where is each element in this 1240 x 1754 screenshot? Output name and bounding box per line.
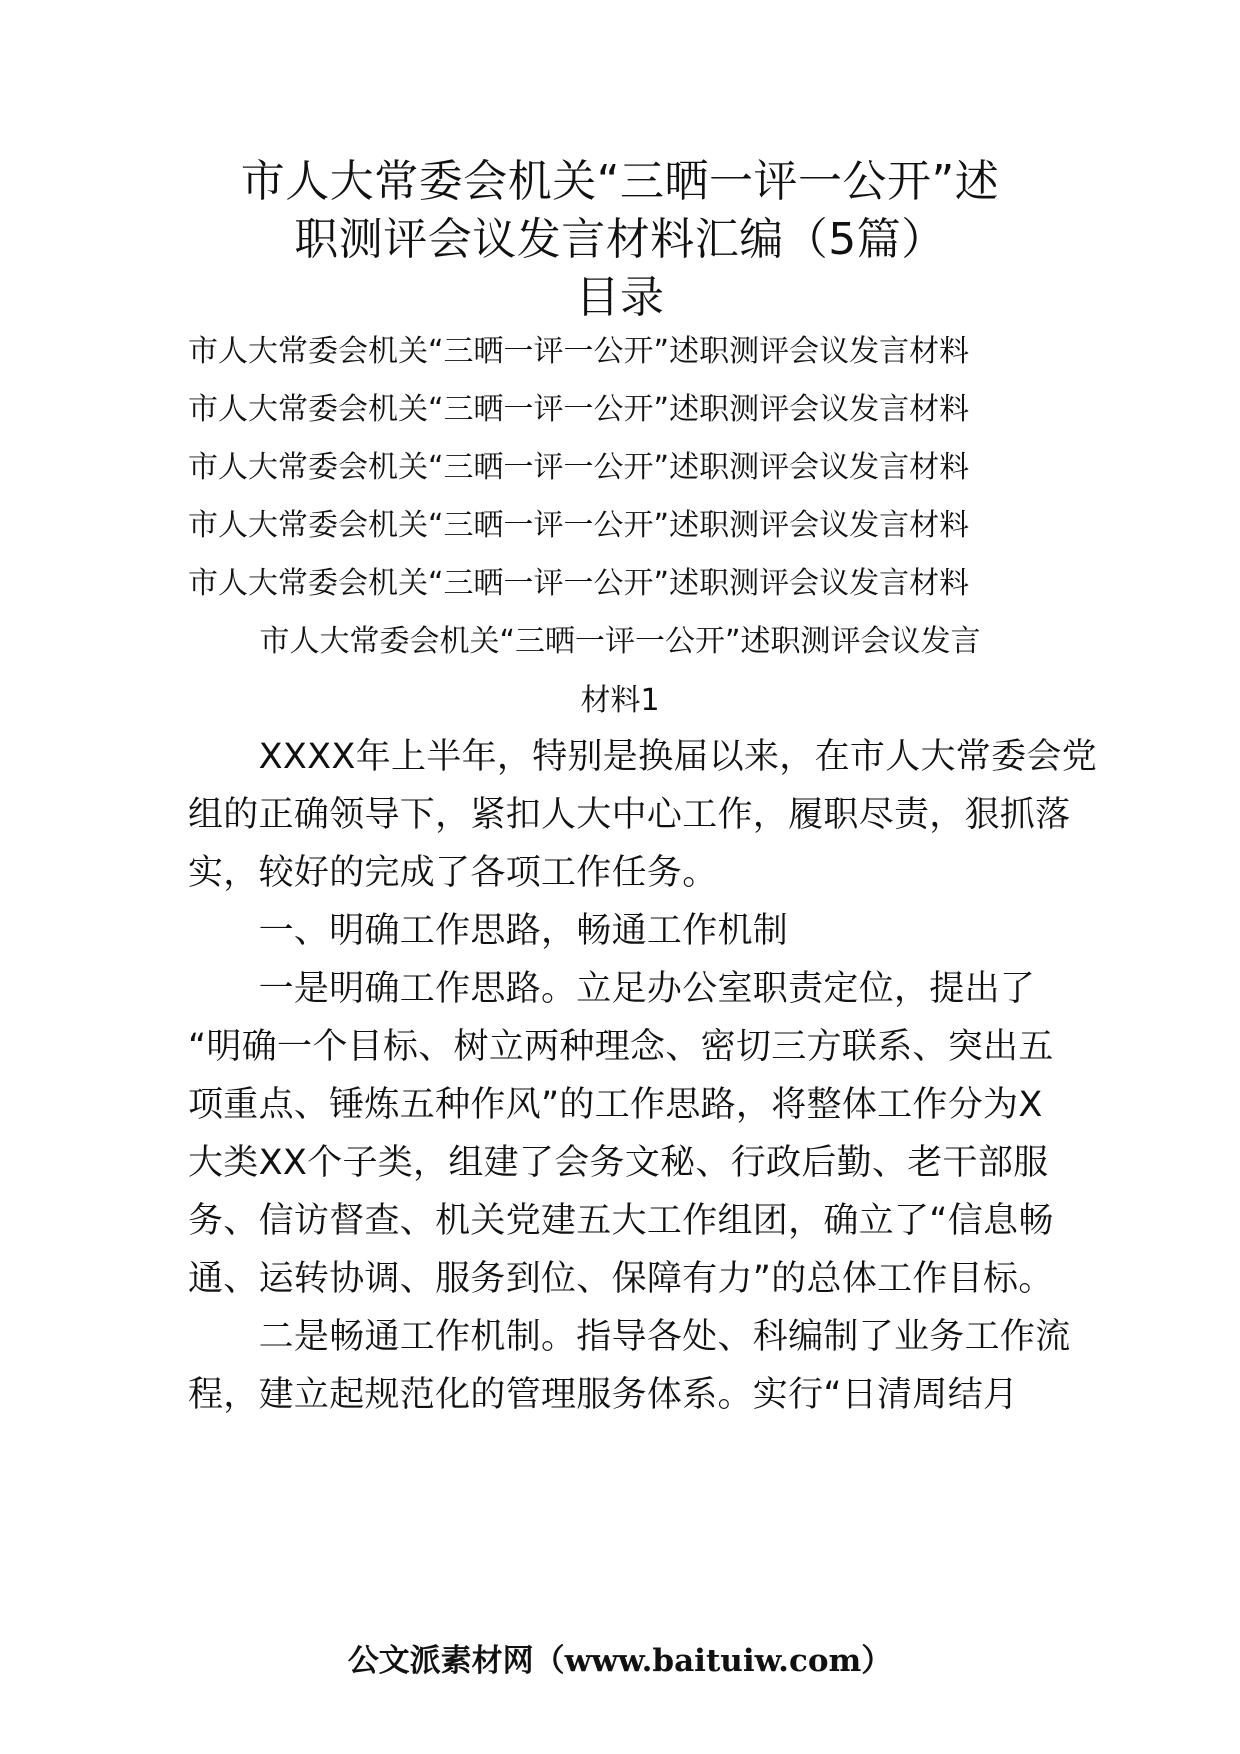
document-title-line-2: 职测评会议发言材料汇编（5篇） (294, 214, 946, 265)
body-line: 一是明确工作思路。立足办公室职责定位，提出了 (188, 969, 1036, 1009)
toc-item[interactable]: 市人大常委会机关“三晒一评一公开”述职测评会议发言材料 (188, 508, 970, 543)
toc-item[interactable]: 市人大常委会机关“三晒一评一公开”述职测评会议发言材料 (188, 566, 970, 601)
body-line: 务、信访督查、机关党建五大工作组团，确立了“信息畅 (188, 1201, 1054, 1241)
toc-item[interactable]: 市人大常委会机关“三晒一评一公开”述职测评会议发言材料 (188, 392, 970, 427)
body-line: 程，建立起规范化的管理服务体系。实行“日清周结月 (188, 1375, 1019, 1415)
body-line: 通、运转协调、服务到位、保障有力”的总体工作目标。 (188, 1259, 1054, 1299)
body-line: 大类XX个子类，组建了会务文秘、行政后勤、老干部服 (188, 1143, 1049, 1183)
footer-watermark: 公文派素材网（www.baituiw.com） (347, 1643, 893, 1679)
article-title-line-2: 材料1 (580, 683, 660, 718)
body-line: “明确一个目标、树立两种理念、密切三方联系、突出五 (188, 1027, 1054, 1067)
body-line: XXXX年上半年，特别是换届以来，在市人大常委会党 (188, 737, 1098, 777)
document-title-line-1: 市人大常委会机关“三晒一评一公开”述 (240, 156, 1000, 207)
section-heading: 一、明确工作思路，畅通工作机制 (188, 911, 789, 951)
body-line: 项重点、锤炼五种作风”的工作思路，将整体工作分为X (188, 1085, 1043, 1125)
toc-item[interactable]: 市人大常委会机关“三晒一评一公开”述职测评会议发言材料 (188, 334, 970, 369)
toc-heading: 目录 (575, 272, 665, 323)
body-line: 组的正确领导下，紧扣人大中心工作，履职尽责，狠抓落 (188, 795, 1071, 835)
body-line: 二是畅通工作机制。指导各处、科编制了业务工作流 (188, 1317, 1071, 1357)
toc-item[interactable]: 市人大常委会机关“三晒一评一公开”述职测评会议发言材料 (188, 450, 970, 485)
article-title-line-1: 市人大常委会机关“三晒一评一公开”述职测评会议发言 (259, 624, 981, 659)
body-line: 实，较好的完成了各项工作任务。 (188, 853, 718, 893)
